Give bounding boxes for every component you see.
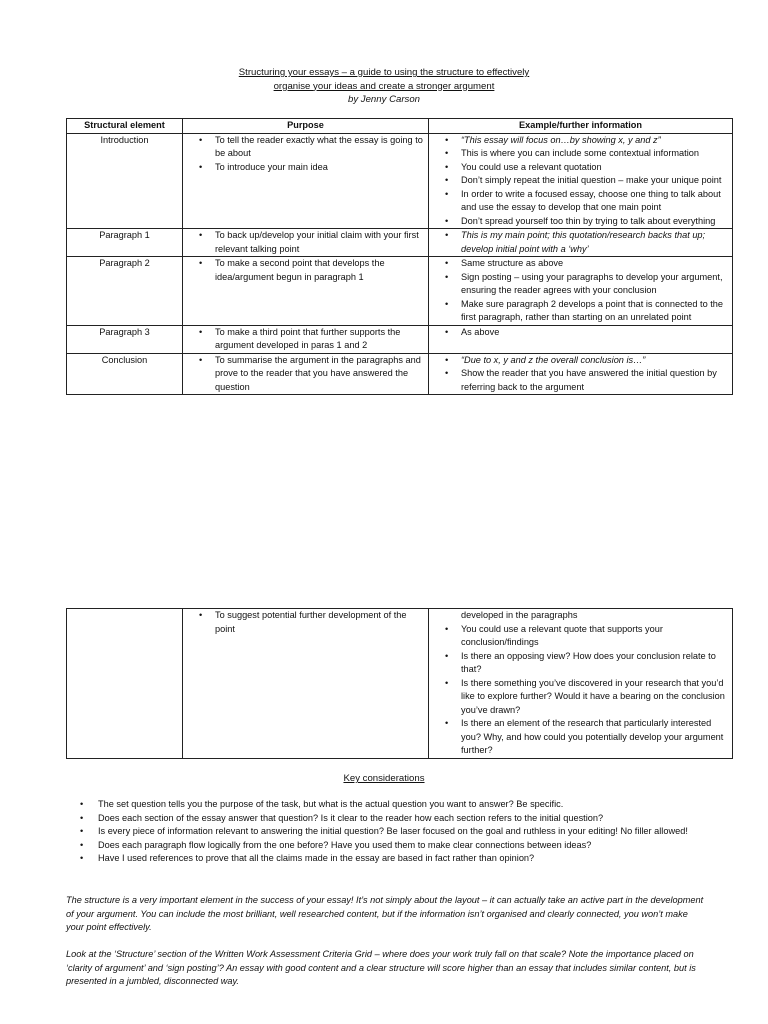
example-item: • In order to write a focused essay, choose one thing to talk about and use the essay to develop that one main point (461, 188, 728, 215)
example-item: • Don’t spread yourself too thin by trying to talk about everything (461, 215, 728, 229)
structural-element-cell: Introduction (67, 133, 183, 229)
list-item: • The set question tells you the purpose of the task, but what is the actual question you want to answer? Be specific. (98, 798, 728, 812)
table-header-row (67, 119, 733, 134)
structural-element-cell: Paragraph 2 (67, 257, 183, 326)
example-item: • You could use a relevant quote that supports your conclusion/findings (461, 623, 728, 650)
key-considerations-list (72, 798, 728, 866)
purpose-item: • To introduce your main idea (215, 161, 424, 175)
list-item: • Does each section of the essay answer that question? Is it clear to the reader how each section refers to the initial question? (98, 812, 728, 826)
structural-element-cell: Paragraph 3 (67, 325, 183, 353)
byline: by Jenny Carson (348, 94, 420, 105)
example-item: • “Due to x, y and z the overall conclusion is…” (461, 354, 728, 368)
example-cell (429, 353, 733, 395)
example-cell (429, 257, 733, 326)
purpose-item: • To back up/develop your initial claim with your first relevant talking point (215, 229, 424, 256)
example-item: • Sign posting – using your paragraphs to develop your argument, ensuring the reader agrees with your conclusion (461, 271, 728, 298)
table-row (67, 353, 733, 395)
purpose-item: • To make a second point that develops the idea/argument begun in paragraph 1 (215, 257, 424, 284)
purpose-item: • To summarise the argument in the paragraphs and prove to the reader that you have answered the question (215, 354, 424, 395)
structure-table-continued (66, 608, 733, 759)
example-item: • Same structure as above (461, 257, 728, 271)
example-item: • Show the reader that you have answered the initial question by referring back to the argument (461, 367, 728, 394)
table-row (67, 257, 733, 326)
document-heading (0, 66, 768, 107)
example-item: • This is my main point; this quotation/research backs that up; develop initial point with a ‘why’ (461, 229, 728, 256)
structure-importance-paragraph: The structure is a very important element in the success of your essay! It’s not simply about the layout – it can actually take an active part in the development of your argument. You can include the most brilliant, well researched content, but if the information isn’t organised and clearly connected, you won’t make your point effectively. (66, 895, 704, 932)
purpose-item: • To suggest potential further development of the point (215, 609, 424, 636)
continued-text: developed in the paragraphs (461, 610, 578, 620)
table-row (67, 609, 733, 759)
assessment-criteria-paragraph: Look at the ‘Structure’ section of the Written Work Assessment Criteria Grid – where does your work truly fall on that scale? Note the importance placed on ‘clarity of argument’ and ‘sign posting’? An essay with good content and a clear structure will score higher than an essay that includes similar content, but is presented in a jumbled, disconnected way. (66, 949, 696, 986)
example-item: • Is there something you’ve discovered in your research that you’d like to explore further? Would it have a bearing on the conclusion you’ve drawn? (461, 677, 728, 718)
purpose-item: • To make a third point that further supports the argument developed in paras 1 and 2 (215, 326, 424, 353)
purpose-cell (183, 229, 429, 257)
example-item: • As above (461, 326, 728, 340)
example-item: • Don’t simply repeat the initial question – make your unique point (461, 174, 728, 188)
example-item: • This is where you can include some contextual information (461, 147, 728, 161)
column-header: Structural element (67, 119, 183, 134)
list-item: • Have I used references to prove that all the claims made in the essay are based in fact rather than opinion? (98, 852, 728, 866)
structure-table (66, 118, 733, 395)
list-item: • Is every piece of information relevant to answering the initial question? Be laser focused on the goal and ruthless in your editing! No filler allowed! (98, 825, 728, 839)
title-line-2: organise your ideas and create a stronger argument (273, 80, 495, 92)
column-header: Purpose (183, 119, 429, 134)
key-considerations-title: Key considerations (343, 773, 425, 784)
example-cell (429, 325, 733, 353)
purpose-cell (183, 257, 429, 326)
example-cell (429, 229, 733, 257)
example-cell (429, 133, 733, 229)
purpose-cell (183, 133, 429, 229)
purpose-cell (183, 325, 429, 353)
list-item: • Does each paragraph flow logically from the one before? Have you used them to make clear connections between ideas? (98, 839, 728, 853)
title-line-1: Structuring your essays – a guide to using the structure to effectively (238, 67, 530, 78)
example-cell (429, 609, 733, 759)
example-item: • Is there an element of the research that particularly interested you? Why, and how could you potentially develop your argument further? (461, 717, 728, 758)
purpose-cell (183, 353, 429, 395)
structural-element-cell (67, 609, 183, 759)
column-header: Example/further information (429, 119, 733, 134)
table-row (67, 325, 733, 353)
purpose-cell (183, 609, 429, 759)
example-item: • “This essay will focus on…by showing x, y and z” (461, 134, 728, 148)
example-item: • Make sure paragraph 2 develops a point that is connected to the first paragraph, rather than starting on an unrelated point (461, 298, 728, 325)
table-row (67, 229, 733, 257)
structural-element-cell: Paragraph 1 (67, 229, 183, 257)
purpose-item: • To tell the reader exactly what the essay is going to be about (215, 134, 424, 161)
structural-element-cell: Conclusion (67, 353, 183, 395)
example-item: • Is there an opposing view? How does your conclusion relate to that? (461, 650, 728, 677)
example-item: • You could use a relevant quotation (461, 161, 728, 175)
table-row (67, 133, 733, 229)
